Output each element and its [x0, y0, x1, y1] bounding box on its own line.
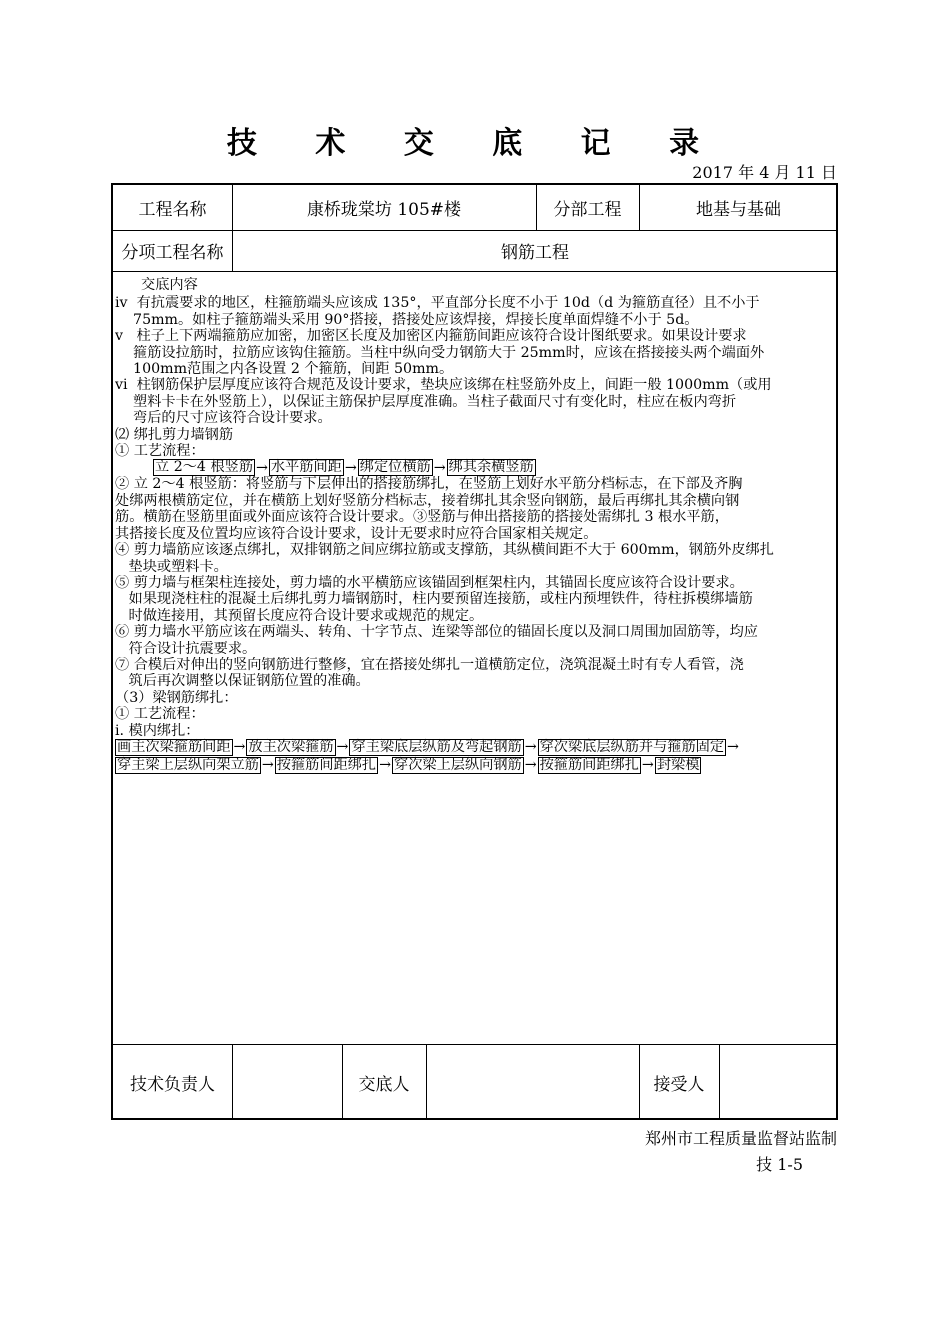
- flow-step: 立 2～4 根竖筋: [155, 459, 254, 476]
- content-line: 其搭接长度及位置均应该符合设计要求，设计无要求时应符合国家相关规定。: [115, 525, 598, 542]
- flow-step: 穿次梁上层纵向钢筋: [394, 756, 522, 773]
- flow-step: 穿次梁底层纵筋并与箍筋固定: [539, 738, 725, 755]
- document-title: 技 术 交 底 记 录: [226, 126, 724, 161]
- discloser-signature: [426, 1044, 639, 1120]
- content-line: （3）梁钢筋绑扎：: [115, 689, 238, 706]
- arrow-icon: →: [379, 757, 391, 774]
- content-line: ① 工艺流程：: [115, 706, 205, 723]
- arrow-icon: →: [524, 739, 537, 756]
- content-line: ① 工艺流程：: [115, 443, 205, 460]
- content-line: ⑥ 剪力墙水平筋应该在两端头、转角、十字节点、连梁等部位的锚固长度以及洞口周围加固筋等，均应: [115, 624, 758, 641]
- content-line: 弯后的尺寸应该符合设计要求。: [115, 410, 332, 427]
- flow-step: 穿主梁底层纵筋及弯起钢筋: [351, 738, 522, 755]
- flow-step: 水平筋间距: [270, 459, 342, 476]
- subitem-value: 钢筋工程: [501, 243, 569, 263]
- tech-lead-label: 技术负责人: [130, 1074, 215, 1095]
- arrow-icon: →: [344, 459, 357, 476]
- arrow-icon: →: [261, 757, 274, 774]
- supervisor-note: 郑州市工程质量监督站监制: [644, 1129, 837, 1148]
- arrow-icon: →: [641, 757, 654, 774]
- arrow-icon: →: [727, 739, 739, 756]
- content-line: 塑料卡卡在外竖筋上），以保证主筋保护层厚度准确。当柱子截面尺寸有变化时，柱应在板内弯折: [115, 393, 737, 410]
- document-date: 2017 年 4 月 11 日: [692, 163, 837, 182]
- disclosure-content: [115, 275, 840, 774]
- division-label: 分部工程: [553, 200, 622, 220]
- content-line: ⅰ. 模内绑扎：: [115, 722, 200, 739]
- arrow-icon: →: [233, 739, 246, 756]
- content-line: 符合设计抗震要求。: [115, 640, 257, 657]
- project-name-label: 工程名称: [138, 200, 207, 220]
- flow-step: 按箍筋间距绑扎: [276, 756, 377, 773]
- flow-step: 穿主梁上层纵向架立筋: [117, 756, 259, 773]
- row-divider: [113, 271, 836, 272]
- flow-step: 放主次梁箍筋: [248, 738, 334, 755]
- content-line: 如果现浇柱柱的混凝土后绑扎剪力墙钢筋时，柱内要预留连接筋，或柱内预埋铁件，待柱拆模绑墙筋: [115, 591, 753, 608]
- subitem-label: 分项工程名称: [121, 243, 224, 263]
- discloser-label: 交底人: [358, 1074, 410, 1095]
- content-line: 筋。横筋在竖筋里面或外面应该符合设计要求。③竖筋与伸出搭接筋的搭接处需绑扎 3 根水平筋，: [115, 509, 729, 526]
- content-line: v 柱子上下两端箍筋应加密，加密区长度及加密区内箍筋间距应该符合设计图纸要求。如果设计要求: [115, 328, 747, 345]
- content-line: 垫块或塑料卡。: [115, 558, 228, 575]
- content-line: vi 柱钢筋保护层厚度应该符合规范及设计要求，垫块应该绑在柱竖筋外皮上，间距一般 1000mm（或用: [115, 377, 772, 394]
- content-line: ⑦ 合模后对伸出的竖向钢筋进行整修，宜在搭接处绑扎一道横筋定位，浇筑混凝土时有专人看管，浇: [115, 656, 744, 673]
- content-line: 筑后再次调整以保证钢筋位置的准确。: [115, 673, 370, 690]
- content-line: ④ 剪力墙筋应该逐点绑扎，双排钢筋之间应绑拉筋或支撑筋，其纵横间距不大于 600mm，钢筋外皮绑扎: [115, 542, 774, 559]
- division-value: 地基与基础: [696, 200, 781, 220]
- content-line: 时做连接用，其预留长度应符合设计要求或规范的规定。: [115, 607, 484, 624]
- beam-process-flow-1: [115, 739, 840, 756]
- flow-step: 绑定位横筋: [359, 459, 431, 476]
- receiver-label: 接受人: [653, 1074, 705, 1095]
- flow-step: 按箍筋间距绑扎: [539, 756, 639, 773]
- form-code: 技 1-5: [756, 1155, 803, 1174]
- content-line: 箍筋设拉筋时，拉筋应该钩住箍筋。当柱中纵向受力钢筋大于 25mm时，应该在搭接接头两个端面外: [115, 344, 765, 361]
- wall-process-flow: [115, 459, 840, 476]
- arrow-icon: →: [433, 459, 446, 476]
- arrow-icon: →: [336, 739, 349, 756]
- flow-step: 绑其余横竖筋: [448, 459, 534, 476]
- content-line: 100mm范围之内各设置 2 个箍筋，间距 50mm。: [115, 361, 454, 378]
- content-line: iv 有抗震要求的地区，柱箍筋端头应该成 135°，平直部分长度不小于 10d（d 为箍筋直径）且不小于: [115, 295, 760, 312]
- content-line: ② 立 2～4 根竖筋：将竖筋与下层伸出的搭接筋绑扎，在竖筋上划好水平筋分档标志，在下部及齐胸: [115, 476, 743, 493]
- arrow-icon: →: [256, 459, 268, 476]
- flow-step: 画主次梁箍筋间距: [117, 738, 231, 755]
- beam-process-flow-2: [115, 757, 840, 774]
- flow-step: 封梁模: [656, 756, 700, 773]
- content-line: 处绑两根横筋定位，并在横筋上划好竖筋分档标志，接着绑扎其余竖向钢筋，最后再绑扎其余横向钢: [115, 492, 740, 509]
- receiver-signature: [719, 1044, 838, 1120]
- content-line: ⑤ 剪力墙与框架柱连接处，剪力墙的水平横筋应该锚固到框架柱内，其锚固长度应该符合设计要求。: [115, 574, 744, 591]
- tech-lead-signature: [232, 1044, 342, 1120]
- record-table: [111, 183, 838, 1120]
- arrow-icon: →: [524, 757, 537, 774]
- project-name-value: 康桥珑棠坊 105#楼: [306, 200, 462, 220]
- content-heading: 交底内容: [141, 277, 198, 293]
- content-line: ⑵ 绑扎剪力墙钢筋: [115, 426, 234, 443]
- content-line: 75mm。如柱子箍筋端头采用 90°搭接，搭接处应该焊接，焊接长度单面焊缝不小于 5d。: [115, 311, 699, 328]
